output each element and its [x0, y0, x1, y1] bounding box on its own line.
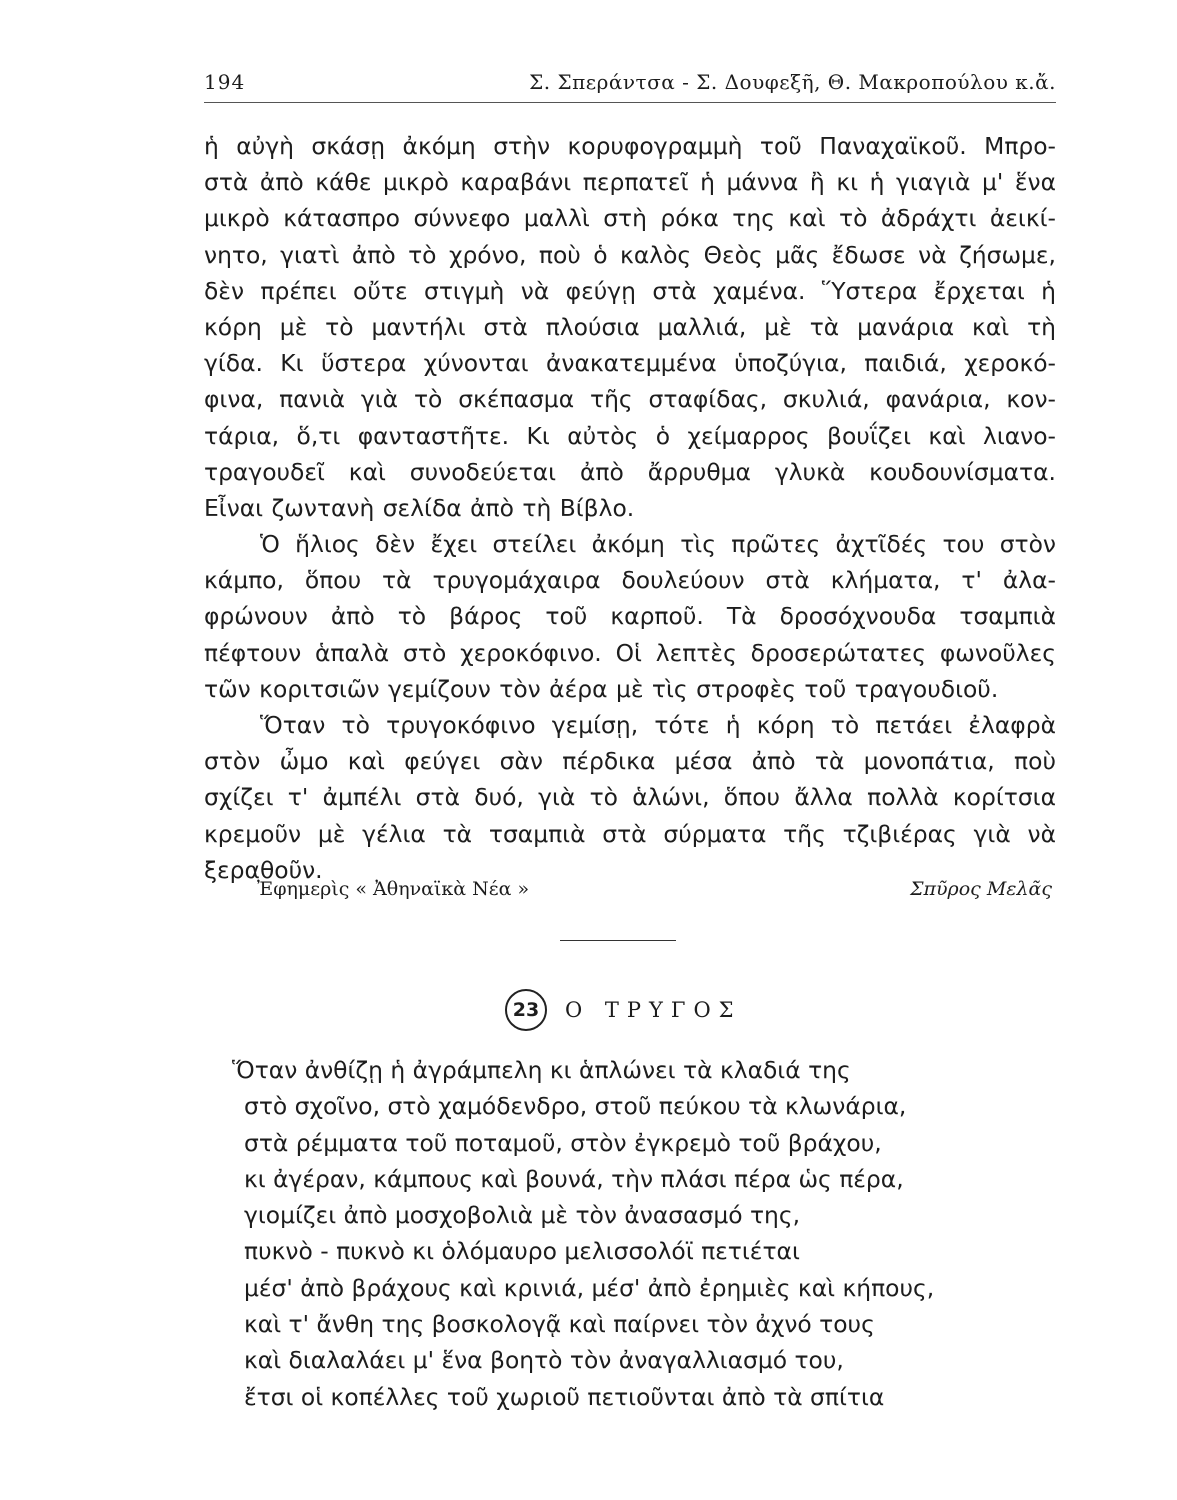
text-line: κάμπο, ὅπου τὰ τρυγομάχαιρα δουλεύουν στὰ κλήματα, τ' ἀλα- [204, 566, 1056, 595]
text-line: γίδα. Κι ὕστερα χύνονται ἀνακατεμμένα ὑποζύγια, παιδιά, χεροκό- [204, 349, 1056, 378]
text-line: Εἶναι ζωντανὴ σελίδα ἀπὸ τὴ Βίβλο. [204, 493, 635, 522]
verse-line: μέσ' ἀπὸ βράχους καὶ κρινιά, μέσ' ἀπὸ ἐρημιὲς καὶ κήπους, [244, 1273, 935, 1302]
section-divider [560, 940, 676, 941]
text-line: ἡ αὐγὴ σκάσῃ ἀκόμη στὴν κορυφογραμμὴ τοῦ Παναχαϊκοῦ. Μπρο- [204, 132, 1056, 160]
verse-line: στὸ σχοῖνο, στὸ χαμόδενδρο, στοῦ πεύκου τὰ κλωνάρια, [244, 1092, 907, 1121]
text-line: σχίζει τ' ἀμπέλι στὰ δυό, γιὰ τὸ ἁλώνι, ὅπου ἄλλα πολλὰ κορίτσια [204, 783, 1056, 812]
verse-line: καὶ τ' ἄνθη της βοσκολογᾷ καὶ παίρνει τὸν ἀχνό τους [244, 1310, 875, 1339]
text-line: τῶν κοριτσιῶν γεμίζουν τὸν ἀέρα μὲ τὶς στροφὲς τοῦ τραγουδιοῦ. [204, 674, 999, 703]
verse-line: ἔτσι οἱ κοπέλλες τοῦ χωριοῦ πετιοῦνται ἀπὸ τὰ σπίτια [244, 1382, 885, 1411]
text-line: Ὁ ἥλιος δὲν ἔχει στείλει ἀκόμη τὶς πρῶτες ἀχτῖδές του στὸν [260, 530, 1056, 559]
text-line: νητο, γιατὶ ἀπὸ τὸ χρόνο, ποὺ ὁ καλὸς Θεὸς μᾶς ἔδωσε νὰ ζήσωμε, [204, 240, 1056, 269]
text-line: φινα, πανιὰ γιὰ τὸ σκέπασμα τῆς σταφίδας, σκυλιά, φανάρια, κον- [204, 385, 1056, 414]
poem-heading [505, 988, 742, 1032]
attribution [257, 878, 1052, 908]
verse-line: πυκνὸ - πυκνὸ κι ὁλόμαυρο μελισσολόϊ πετιέται [244, 1237, 800, 1266]
text-line: κρεμοῦν μὲ γέλια τὰ τσαμπιὰ στὰ σύρματα τῆς τζιβιέρας γιὰ νὰ [204, 819, 1056, 848]
text-line: πέφτουν ἁπαλὰ στὸ χεροκόφινο. Οἱ λεπτὲς δροσερώτατες φωνοῦλες [204, 638, 1056, 667]
text-line: στὰ ἀπὸ κάθε μικρὸ καραβάνι περπατεῖ ἡ μάννα ἢ κι ἡ γιαγιὰ μ' ἕνα [204, 168, 1056, 197]
verse-line: καὶ διαλαλάει μ' ἕνα βοητὸ τὸν ἀναγαλλιασμό του, [244, 1346, 844, 1375]
text-line: δὲν πρέπει οὔτε στιγμὴ νὰ φεύγῃ στὰ χαμένα. Ὕστερα ἔρχεται ἡ [204, 276, 1056, 305]
text-line: τάρια, ὅ,τι φανταστῆτε. Κι αὐτὸς ὁ χείμαρρος βουΐζει καὶ λιανο- [204, 421, 1056, 450]
paragraph [204, 128, 1056, 526]
poem-number-badge: 23 [505, 989, 547, 1031]
author-name: Σπῦρος Μελᾶς [910, 878, 1052, 900]
paragraph [204, 526, 1056, 707]
text-line: φρώνουν ἀπὸ τὸ βάρος τοῦ καρποῦ. Τὰ δροσόχνουδα τσαμπιὰ [204, 602, 1056, 631]
page-header [204, 66, 1056, 103]
text-line: μικρὸ κάτασπρο σύννεφο μαλλὶ στὴ ρόκα της καὶ τὸ ἀδράχτι ἀεικί- [204, 204, 1056, 233]
verse-line: στὰ ρέμματα τοῦ ποταμοῦ, στὸν ἐγκρεμὸ τοῦ βράχου, [244, 1128, 882, 1157]
text-line: Ὅταν τὸ τρυγοκόφινο γεμίσῃ, τότε ἡ κόρη τὸ πετάει ἐλαφρὰ [260, 711, 1056, 739]
verse-line: γιομίζει ἀπὸ μοσχοβολιὰ μὲ τὸν ἀνασασμό της, [244, 1201, 801, 1230]
poem-text [232, 1052, 1032, 1415]
source-citation: Ἐφημερὶς « Ἀθηναϊκὰ Νέα » [257, 878, 530, 900]
text-line: τραγουδεῖ καὶ συνοδεύεται ἀπὸ ἄρρυθμα γλυκὰ κουδουνίσματα. [204, 457, 1056, 486]
prose-text [204, 128, 1056, 888]
paragraph [204, 707, 1056, 888]
running-head: Σ. Σπεράντσα - Σ. Δουφεξῆ, Θ. Μακροπούλου κ.ἄ. [529, 70, 1056, 94]
text-line: κόρη μὲ τὸ μαντήλι στὰ πλούσια μαλλιά, μὲ τὰ μανάρια καὶ τὴ [204, 312, 1056, 341]
verse-line: Ὅταν ἀνθίζῃ ἡ ἀγράμπελη κι ἁπλώνει τὰ κλαδιά της [232, 1056, 851, 1084]
text-line: ξεραθοῦν. [204, 855, 323, 884]
page-number: 194 [204, 70, 246, 94]
verse-line: κι ἀγέραν, κάμπους καὶ βουνά, τὴν πλάσι πέρα ὡς πέρα, [244, 1164, 904, 1193]
poem-title: Ο ΤΡΥΓΟΣ [565, 998, 742, 1022]
text-line: στὸν ὦμο καὶ φεύγει σὰν πέρδικα μέσα ἀπὸ τὰ μονοπάτια, ποὺ [204, 747, 1056, 776]
